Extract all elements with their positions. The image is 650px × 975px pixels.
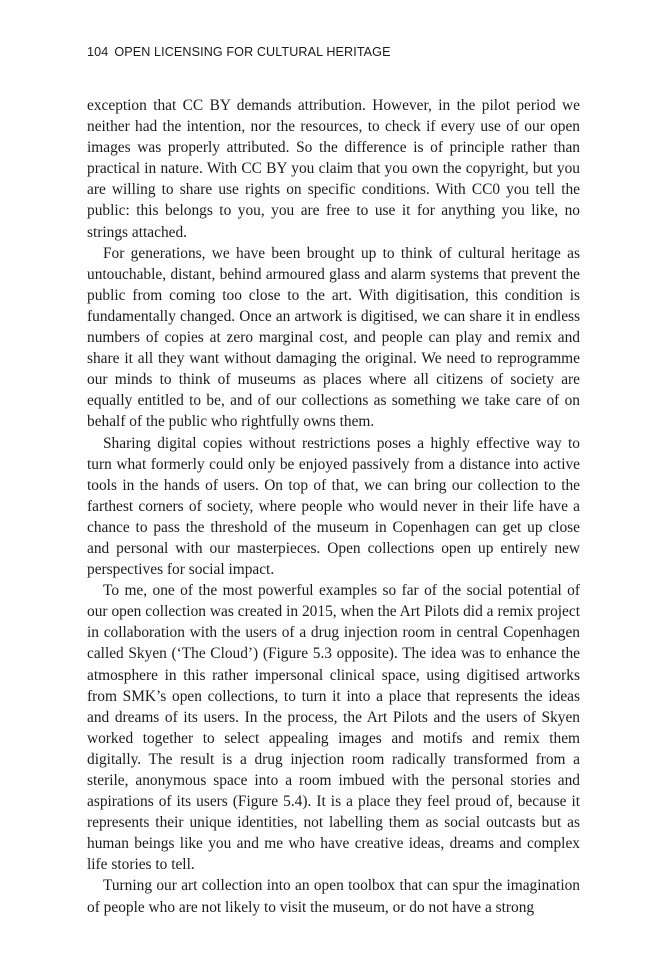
paragraph-skyen-example: To me, one of the most powerful examples so far of the social potential of our open collection was created in 2015, when the Art Pilots did a remix project in collaboration with the users of a drug injection room in central Copenhagen called Skyen (‘The Cloud’) (Figure 5.3 opposite). The idea was to enhance the atmosphere in this rather impersonal clinical space, using digitised artworks from SMK’s open collections, to turn it into a place that represents the ideas and dreams of its users. In the process, the Art Pilots and the users of Skyen worked together to select appealing images and motifs and remix them digitally. The result is a drug injection room radically transformed from a sterile, anonymous space into a room imbued with the personal stories and aspirations of its users (Figure 5.4). It is a place they feel proud of, because it represents their unique identities, not labelling them as social outcasts but as human beings like you and me who have creative ideas, dreams and complex life stories to tell. — [87, 582, 580, 874]
paragraph-sharing: Sharing digital copies without restrictions poses a highly effective way to turn what formerly could only be enjoyed passively from a distance into active tools in the hands of users. On top of that, we can bring our collection to the farthest corners of society, where people who would never in their life have a chance to pass the threshold of the museum in Copenhagen can get up close and personal with our masterpieces. Open collections open up entirely new perspectives for social impact. — [87, 434, 580, 579]
running-header — [87, 45, 391, 59]
paragraph-toolbox: Turning our art collection into an open toolbox that can spur the imagination of people who are not likely to visit the museum, or do not have a strong — [87, 877, 580, 916]
body-text — [87, 95, 580, 918]
running-title: OPEN LICENSING FOR CULTURAL HERITAGE — [114, 45, 391, 59]
paragraph-generations: For generations, we have been brought up to think of cultural heritage as untouchable, distant, behind armoured glass and alarm systems that prevent the public from coming too close to the art. With digitisation, this condition is fundamentally changed. Once an artwork is digitised, we can share it in endless numbers of copies at zero marginal cost, and people can play and remix and share it all they want without damaging the original. We need to reprogramme our minds to think of museums as places where all citizens of society are equally entitled to be, and of our collections as something we take care of on behalf of the public who rightfully owns them. — [87, 244, 580, 431]
paragraph-continued: exception that CC BY demands attribution. However, in the pilot period we neither had the intention, nor the resources, to check if every use of our open images was properly attributed. So the difference is of principle rather than practical in nature. With CC BY you claim that you own the copyright, but you are willing to share use rights on specific conditions. With CC0 you tell the public: this belongs to you, you are free to use it for anything you like, no strings attached. — [87, 97, 580, 241]
page-number: 104 — [87, 45, 109, 59]
